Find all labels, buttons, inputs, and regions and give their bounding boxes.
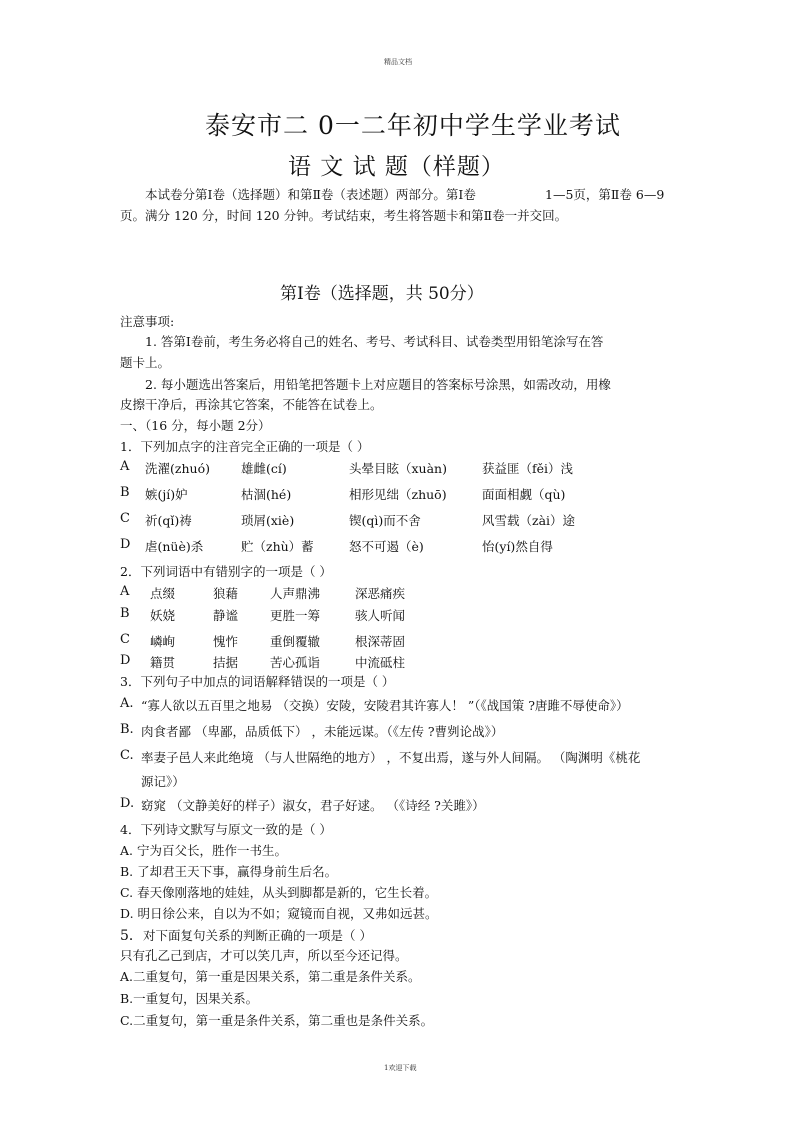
q1-option-label: D — [120, 537, 131, 552]
q2-a-word: 狼藉 — [213, 586, 239, 601]
q2-d-word: 中流砥柱 — [355, 655, 406, 670]
q3-c-sentence-cont: 源记》） — [141, 774, 185, 789]
q5-stem: 对下面复句关系的判断正确的一项是（ ） — [143, 928, 372, 943]
q4-option: B. 了却君王天下事，赢得身前生后名。 — [120, 864, 338, 879]
q5-number: 5． — [120, 928, 143, 944]
q2-c-word: 根深蒂固 — [355, 634, 406, 649]
notice-line: 题卡上。 — [120, 355, 171, 370]
q2-b-word: 妖娆 — [150, 608, 176, 623]
q1-a-term: 获益匪（fěi）浅 — [482, 461, 574, 476]
q3-stem: 3．下列句子中加点的词语解释错误的一项是（ ） — [120, 674, 395, 689]
q4-option: C. 春天像刚落地的娃娃，从头到脚都是新的，它生长着。 — [120, 885, 438, 900]
q1-c-term: 祈(qǐ)祷 — [145, 513, 192, 528]
q2-option-label: C — [120, 632, 130, 647]
q5-option: B.一重复句，因果关系。 — [120, 991, 259, 1006]
q1-b-term: 枯涸(hé) — [241, 487, 292, 502]
q2-c-word: 嶙峋 — [150, 634, 176, 649]
q2-b-word: 更胜一筹 — [270, 608, 321, 623]
q1-d-term: 贮（zhù）蓄 — [241, 539, 314, 554]
q1-b-term: 嫉(jí)妒 — [145, 487, 188, 502]
q4-stem: 4．下列诗文默写与原文一致的是（ ） — [120, 822, 332, 837]
q2-c-word: 愧怍 — [213, 634, 239, 649]
q2-b-word: 静谧 — [213, 608, 239, 623]
q2-a-word: 点缀 — [150, 586, 176, 601]
q2-a-word: 人声鼎沸 — [270, 586, 321, 601]
q3-d-sentence: 窈窕 （文静美好的样子）淑女，君子好逑。 （《诗经 ?关雎》） — [141, 798, 485, 813]
q3-option-label: B. — [120, 722, 134, 737]
section-title: 第Ⅰ卷（选择题，共 50分） — [280, 284, 484, 304]
q1-b-term: 相形见绌（zhuō) — [349, 487, 447, 502]
q1-stem: 1．下列加点字的注音完全正确的一项是（ ） — [120, 439, 370, 454]
q1-d-term: 虐(nüè)杀 — [145, 539, 204, 554]
q2-d-word: 拮据 — [213, 655, 239, 670]
notice-line: 2. 每小题选出答案后，用铅笔把答题卡上对应题目的答案标号涂黑，如需改动，用橡 — [145, 377, 611, 392]
q1-c-term: 锲(qì)而不舍 — [349, 513, 421, 528]
q3-option-label: A. — [120, 696, 134, 711]
q1-c-term: 风雪载（zài）途 — [482, 513, 576, 528]
q3-a-sentence: “寡人欲以五百里之地易 （交换）安陵，安陵君其许寡人！ ”（《战国策 ?唐雎不辱使命》） — [141, 698, 629, 713]
q2-b-word: 骇人听闻 — [355, 608, 406, 623]
q1-c-term: 琐屑(xiè) — [241, 513, 295, 528]
intro-line-1b: 1—5页，第Ⅱ卷 6—9 — [545, 187, 665, 202]
q3-b-sentence: 肉食者鄙 （卑鄙，品质低下） ，未能远谋。（《左传 ?曹刿论战》） — [141, 724, 504, 739]
q2-stem: 2．下列词语中有错别字的一项是（ ） — [120, 564, 332, 579]
q3-option-label: D. — [120, 796, 135, 811]
header-note: 精品文档 — [384, 58, 412, 66]
intro-line-2: 页。满分 120 分，时间 120 分钟。考试结束，考生将答题卡和第Ⅱ卷一并交回。 — [120, 208, 568, 223]
q1-a-term: 洗濯(zhuó) — [145, 461, 210, 476]
q1-b-term: 面面相觑（qù) — [482, 487, 566, 502]
q3-c-sentence: 率妻子邑人来此绝境 （与人世隔绝的地方） ，不复出焉，遂与外人间隔。 （陶渊明《桃花 — [141, 750, 641, 765]
q2-a-word: 深恶痛疾 — [355, 586, 406, 601]
q1-a-term: 头晕目眩（xuàn) — [349, 461, 447, 476]
q3-option-label: C. — [120, 748, 134, 763]
q4-option: A. 宁为百父长，胜作一书生。 — [120, 843, 287, 858]
notice-heading: 注意事项: — [120, 314, 175, 329]
notice-line: 皮擦干净后，再涂其它答案，不能答在试卷上。 — [120, 397, 383, 412]
q2-d-word: 籍贯 — [150, 655, 176, 670]
exam-title: 泰安市二 0一二年初中学生学业考试 — [205, 111, 621, 140]
q2-c-word: 重倒覆辙 — [270, 634, 321, 649]
exam-subtitle: 语 文 试 题（样题） — [288, 154, 505, 180]
q1-option-label: C — [120, 511, 130, 526]
q4-option: D. 明日徐公来，自以为不如；窥镜而自视，又弗如远甚。 — [120, 906, 438, 921]
q1-option-label: B — [120, 485, 130, 500]
intro-line-1a: 本试卷分第Ⅰ卷（选择题）和第Ⅱ卷（表述题）两部分。第Ⅰ卷 — [145, 187, 476, 202]
part-one-heading: 一、（16 分，每小题 2分） — [120, 418, 271, 433]
footer-note: 1欢迎下载 — [384, 1064, 417, 1072]
q2-option-label: A — [120, 584, 130, 599]
q5-option: C.二重复句，第一重是条件关系，第二重也是条件关系。 — [120, 1013, 434, 1028]
notice-line: 1. 答第Ⅰ卷前，考生务必将自己的姓名、考号、考试科目、试卷类型用铅笔涂写在答 — [145, 334, 604, 349]
q2-option-label: D — [120, 653, 131, 668]
q5-option: A.二重复句，第一重是因果关系，第二重是条件关系。 — [120, 969, 421, 984]
q5-sentence: 只有孔乙己到店，才可以笑几声，所以至今还记得。 — [120, 948, 408, 963]
q2-d-word: 苦心孤诣 — [270, 655, 321, 670]
q1-d-term: 怡(yí)然自得 — [482, 539, 553, 554]
q1-d-term: 怒不可遏（è) — [349, 539, 424, 554]
q1-option-label: A — [120, 459, 130, 474]
q2-option-label: B — [120, 606, 130, 621]
q1-a-term: 雄雌(cí) — [241, 461, 287, 476]
